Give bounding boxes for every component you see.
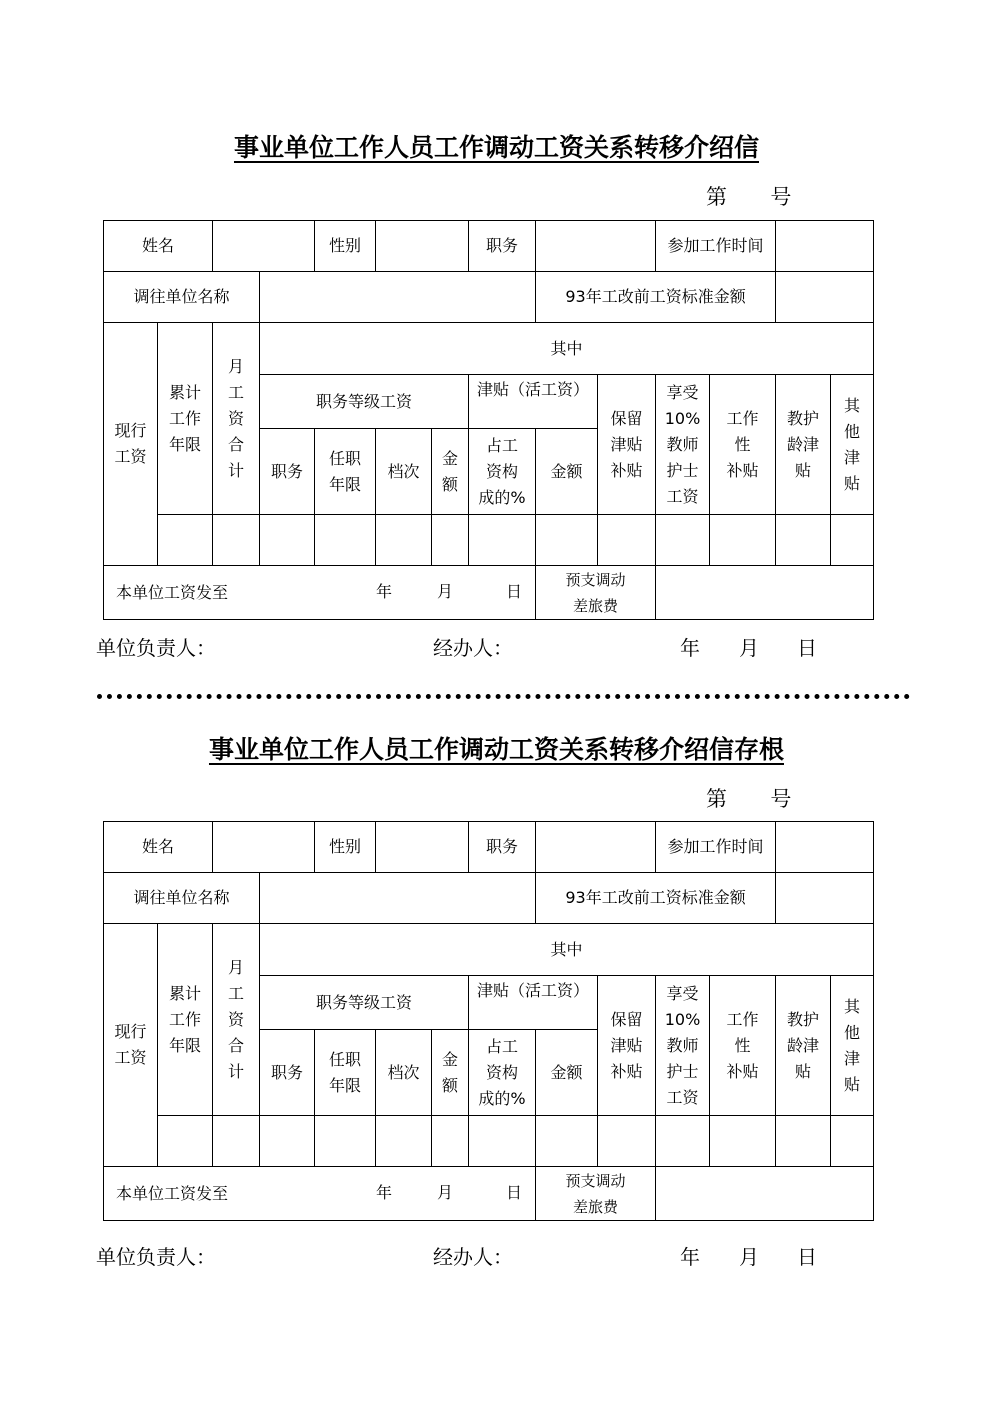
value-cell[interactable] xyxy=(598,515,656,566)
rank-wage-label: 职务等级工资 xyxy=(260,375,469,429)
paid-until-cell[interactable] xyxy=(104,1167,536,1221)
gender-label: 性别 xyxy=(315,822,376,873)
work-nature-allowance-label: 工作 性 补贴 xyxy=(710,375,776,515)
value-cell[interactable] xyxy=(260,1116,315,1167)
gender-field[interactable] xyxy=(376,822,469,873)
document-number xyxy=(706,181,791,211)
std-amount-field[interactable] xyxy=(776,873,874,924)
work-start-label: 参加工作时间 xyxy=(656,221,776,272)
std-amount-label: 93年工改前工资标准金额 xyxy=(536,873,776,924)
work-start-label: 参加工作时间 xyxy=(656,822,776,873)
advance-travel-label: 预支调动 差旅费 xyxy=(536,1167,656,1221)
amount-label-vertical: 金 额 xyxy=(432,1030,469,1116)
doc-no-suffix: 号 xyxy=(770,787,792,811)
paid-until-day: 日 xyxy=(506,1183,523,1202)
percentage-label: 占工 资构 成的% xyxy=(469,1030,536,1116)
sign-year: 年 xyxy=(680,1245,700,1269)
value-cell[interactable] xyxy=(260,515,315,566)
value-cell[interactable] xyxy=(831,1116,874,1167)
advance-travel-label: 预支调动 差旅费 xyxy=(536,566,656,620)
paid-until-year: 年 xyxy=(376,1183,393,1202)
value-cell[interactable] xyxy=(598,1116,656,1167)
tenure-label: 任职 年限 xyxy=(315,1030,376,1116)
gender-field[interactable] xyxy=(376,221,469,272)
value-cell[interactable] xyxy=(536,515,598,566)
doc-no-prefix: 第 xyxy=(706,185,727,209)
paid-until-label: 本单位工资发至 xyxy=(116,582,229,602)
position-field[interactable] xyxy=(536,822,656,873)
unit-head-label: 单位负责人： xyxy=(96,1245,216,1269)
std-amount-field[interactable] xyxy=(776,272,874,323)
dest-unit-field[interactable] xyxy=(260,272,536,323)
value-cell[interactable] xyxy=(831,515,874,566)
retained-allowance-label: 保留 津贴 补贴 xyxy=(598,375,656,515)
sign-year: 年 xyxy=(680,636,700,660)
paid-until-label: 本单位工资发至 xyxy=(116,1183,229,1203)
value-cell[interactable] xyxy=(776,515,831,566)
duty-label: 职务 xyxy=(260,1030,315,1116)
value-cell[interactable] xyxy=(158,1116,213,1167)
paid-until-cell[interactable] xyxy=(104,566,536,620)
value-cell[interactable] xyxy=(213,1116,260,1167)
value-cell[interactable] xyxy=(710,515,776,566)
other-allowance-label: 其 他 津 贴 xyxy=(831,976,874,1116)
grade-label: 档次 xyxy=(376,429,432,515)
wage-transfer-table xyxy=(103,220,874,620)
other-allowance-label: 其 他 津 贴 xyxy=(831,375,874,515)
stub-wage-transfer-table xyxy=(103,821,874,1221)
nurse-10pct-label: 享受 10% 教师 护士 工资 xyxy=(656,375,710,515)
duty-label: 职务 xyxy=(260,429,315,515)
handler-label: 经办人： xyxy=(433,1245,513,1269)
unit-head-label: 单位负责人： xyxy=(96,636,216,660)
name-field[interactable] xyxy=(213,221,315,272)
cum-years-label: 累计 工作 年限 xyxy=(158,924,213,1116)
value-cell[interactable] xyxy=(536,1116,598,1167)
allowance-label: 津贴（活工资） xyxy=(469,976,598,1030)
rank-wage-label: 职务等级工资 xyxy=(260,976,469,1030)
value-cell[interactable] xyxy=(376,1116,432,1167)
paid-until-month: 月 xyxy=(437,1183,454,1202)
among-label: 其中 xyxy=(260,323,874,375)
sign-month: 月 xyxy=(739,1245,759,1269)
paid-until-month: 月 xyxy=(437,582,454,601)
work-start-field[interactable] xyxy=(776,221,874,272)
among-label: 其中 xyxy=(260,924,874,976)
value-cell[interactable] xyxy=(656,515,710,566)
advance-travel-field[interactable] xyxy=(656,566,874,620)
allowance-amount-label: 金额 xyxy=(536,429,598,515)
name-field[interactable] xyxy=(213,822,315,873)
handler-label: 经办人： xyxy=(433,636,513,660)
value-cell[interactable] xyxy=(656,1116,710,1167)
doc-no-suffix: 号 xyxy=(770,185,792,209)
paid-until-day: 日 xyxy=(506,582,523,601)
position-label: 职务 xyxy=(469,822,536,873)
current-wage-label: 现行 工资 xyxy=(104,323,158,566)
gender-label: 性别 xyxy=(315,221,376,272)
value-cell[interactable] xyxy=(469,515,536,566)
value-cell[interactable] xyxy=(710,1116,776,1167)
retained-allowance-label: 保留 津贴 补贴 xyxy=(598,976,656,1116)
grade-label: 档次 xyxy=(376,1030,432,1116)
percentage-label: 占工 资构 成的% xyxy=(469,429,536,515)
value-cell[interactable] xyxy=(158,515,213,566)
position-label: 职务 xyxy=(469,221,536,272)
stub-document-number xyxy=(706,783,791,813)
value-cell[interactable] xyxy=(376,515,432,566)
current-wage-label: 现行 工资 xyxy=(104,924,158,1167)
nurse-10pct-label: 享受 10% 教师 护士 工资 xyxy=(656,976,710,1116)
doc-no-prefix: 第 xyxy=(706,787,727,811)
name-label: 姓名 xyxy=(104,822,213,873)
monthly-total-label: 月 工 资 合 计 xyxy=(213,323,260,515)
tenure-label: 任职 年限 xyxy=(315,429,376,515)
sign-day: 日 xyxy=(797,636,817,660)
sign-month: 月 xyxy=(739,636,759,660)
value-cell[interactable] xyxy=(315,515,376,566)
nurse-seniority-label: 教护 龄津 贴 xyxy=(776,375,831,515)
cut-line-divider xyxy=(97,694,910,699)
stub-form-title: 事业单位工作人员工作调动工资关系转移介绍信存根 xyxy=(208,735,784,764)
std-amount-label: 93年工改前工资标准金额 xyxy=(536,272,776,323)
dest-unit-label: 调往单位名称 xyxy=(104,873,260,924)
allowance-amount-label: 金额 xyxy=(536,1030,598,1116)
value-cell[interactable] xyxy=(432,515,469,566)
form-title: 事业单位工作人员工作调动工资关系转移介绍信 xyxy=(233,133,759,162)
value-cell[interactable] xyxy=(315,1116,376,1167)
work-nature-allowance-label: 工作 性 补贴 xyxy=(710,976,776,1116)
paid-until-year: 年 xyxy=(376,582,393,601)
value-cell[interactable] xyxy=(213,515,260,566)
monthly-total-label: 月 工 资 合 计 xyxy=(213,924,260,1116)
sign-day: 日 xyxy=(797,1245,817,1269)
cum-years-label: 累计 工作 年限 xyxy=(158,323,213,515)
dest-unit-field[interactable] xyxy=(260,873,536,924)
value-cell[interactable] xyxy=(469,1116,536,1167)
allowance-label: 津贴（活工资） xyxy=(469,375,598,429)
nurse-seniority-label: 教护 龄津 贴 xyxy=(776,976,831,1116)
value-cell[interactable] xyxy=(776,1116,831,1167)
work-start-field[interactable] xyxy=(776,822,874,873)
dest-unit-label: 调往单位名称 xyxy=(104,272,260,323)
advance-travel-field[interactable] xyxy=(656,1167,874,1221)
value-cell[interactable] xyxy=(432,1116,469,1167)
name-label: 姓名 xyxy=(104,221,213,272)
position-field[interactable] xyxy=(536,221,656,272)
amount-label-vertical: 金 额 xyxy=(432,429,469,515)
